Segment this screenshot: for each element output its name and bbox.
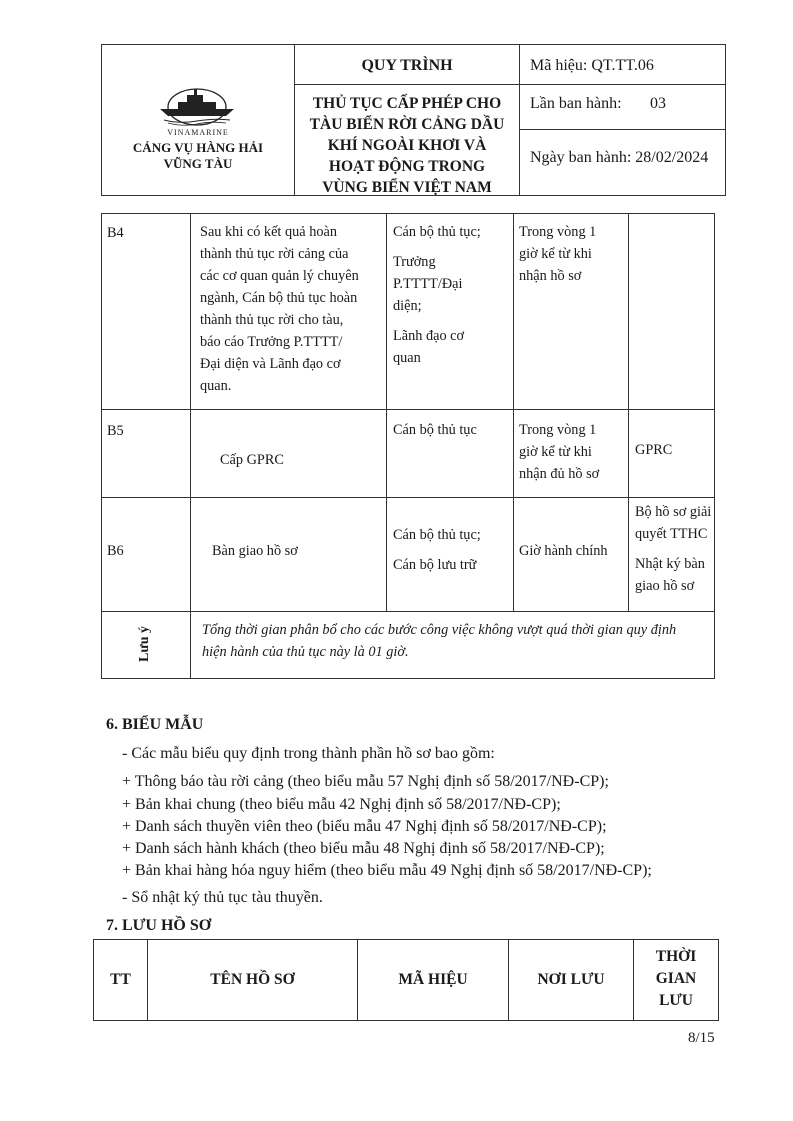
- title-line: TÀU BIỂN RỜI CẢNG DẦU: [309, 116, 505, 133]
- document-header: [101, 44, 726, 196]
- column-header-name: TÊN HỒ SƠ: [210, 971, 295, 988]
- step-time: Trong vòng 1 giờ kể từ khi nhận đủ hồ sơ: [519, 422, 600, 482]
- meta-block: [520, 45, 725, 195]
- list-item: + Danh sách hành khách (theo biểu mẫu 48 Nghị định số 58/2017/NĐ-CP);: [122, 840, 605, 857]
- records-table: [93, 939, 719, 1021]
- section-6-title: 6. BIỂU MẪU: [106, 716, 204, 733]
- step-result: GPRC: [635, 442, 673, 458]
- title-line: KHÍ NGOÀI KHƠI VÀ: [327, 137, 487, 154]
- step-number: B6: [107, 543, 124, 559]
- step-time: Trong vòng 1 giờ kể từ khi nhận hồ sơ: [519, 224, 597, 284]
- doc-type: QUY TRÌNH: [361, 57, 453, 74]
- note-text: Tổng thời gian phân bổ cho các bước công việc không vượt quá thời gian quy định hiện hành của thủ tục này là 01 giờ.: [202, 622, 677, 660]
- step-responsible: Cán bộ thủ tục: [393, 422, 477, 438]
- column-header-duration: THỜI GIAN LƯU: [655, 948, 697, 1009]
- steps-table: [101, 213, 715, 679]
- step-responsible: Cán bộ thủ tục; Trưởng P.TTTT/Đại diện; Lãnh đạo cơ quan: [393, 224, 481, 366]
- title-line: HOẠT ĐỘNG TRONG: [328, 158, 486, 175]
- issue-value: 03: [650, 95, 666, 112]
- org-name-line1: CẢNG VỤ HÀNG HẢI: [132, 140, 264, 155]
- issue-label: Lần ban hành:: [530, 95, 622, 112]
- column-header-code: MÃ HIỆU: [398, 971, 468, 988]
- step-number: B5: [107, 423, 124, 439]
- list-item: + Thông báo tàu rời cảng (theo biểu mẫu 57 Nghị định số 58/2017/NĐ-CP);: [122, 773, 609, 790]
- step-result: Bộ hồ sơ giải quyết TTHC Nhật ký bàn giao hồ sơ: [635, 504, 712, 594]
- column-header-location: NƠI LƯU: [537, 971, 605, 988]
- vinamarine-logo-icon: [154, 83, 240, 129]
- procedure-title: [303, 93, 511, 198]
- list-item: + Bản khai hàng hóa nguy hiểm (theo biểu mẫu 49 Nghị định số 58/2017/NĐ-CP);: [122, 862, 652, 879]
- list-item: - Sổ nhật ký thủ tục tàu thuyền.: [122, 889, 323, 906]
- list-item: + Bản khai chung (theo biểu mẫu 42 Nghị định số 58/2017/NĐ-CP);: [122, 796, 561, 813]
- title-line: THỦ TỤC CẤP PHÉP CHO: [312, 95, 502, 112]
- step-content: Sau khi có kết quả hoàn thành thủ tục rời cảng của các cơ quan quản lý chuyên ngành, Cán bộ thủ tục hoàn thành thủ tục rời cho tàu, báo cáo Trưởng P.TTTT/ Đại diện và Lãnh đạo cơ quan.: [200, 224, 359, 394]
- title-block: [295, 45, 520, 195]
- step-content: Cấp GPRC: [220, 452, 284, 468]
- title-line: VÙNG BIỂN VIỆT NAM: [322, 179, 492, 196]
- org-block: [102, 45, 295, 195]
- list-item: - Các mẫu biểu quy định trong thành phần hồ sơ bao gồm:: [122, 745, 495, 762]
- column-header-tt: TT: [110, 971, 131, 988]
- doc-code: Mã hiệu: QT.TT.06: [530, 57, 654, 74]
- step-number: B4: [107, 225, 124, 241]
- step-content: Bàn giao hồ sơ: [212, 543, 298, 559]
- logo-caption: VINAMARINE: [167, 128, 229, 137]
- step-responsible: Cán bộ thủ tục; Cán bộ lưu trữ: [393, 527, 481, 573]
- org-name-line2: VŨNG TÀU: [163, 156, 233, 171]
- list-item: + Danh sách thuyền viên theo (biểu mẫu 47 Nghị định số 58/2017/NĐ-CP);: [122, 818, 607, 835]
- page-number: 8/15: [688, 1030, 715, 1046]
- section-7-title: 7. LƯU HỒ SƠ: [106, 917, 212, 934]
- issue-date: Ngày ban hành: 28/02/2024: [530, 149, 709, 166]
- note-label: Lưu ý: [137, 625, 152, 663]
- step-time: Giờ hành chính: [519, 543, 608, 559]
